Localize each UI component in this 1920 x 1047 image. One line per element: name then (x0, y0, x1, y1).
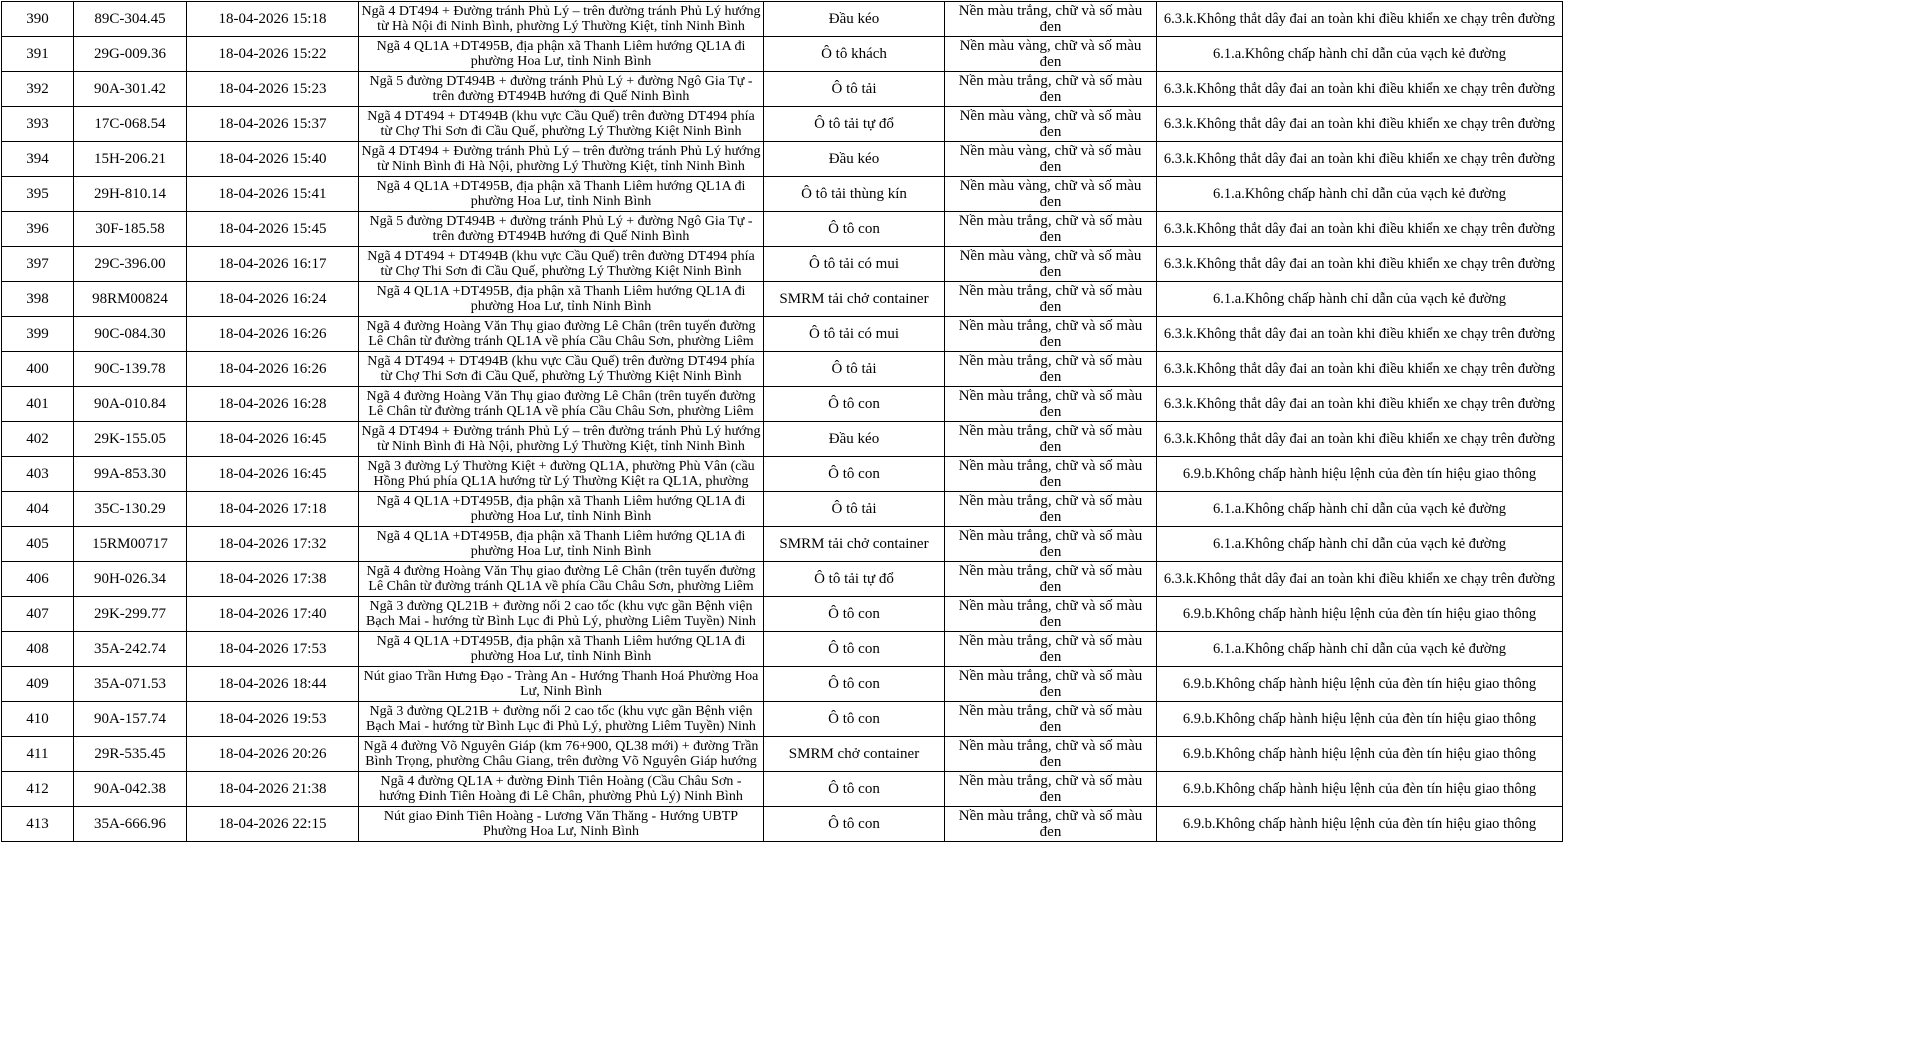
location-text: Ngã 4 QL1A +DT495B, địa phận xã Thanh Liêm hướng QL1A đi phường Hoa Lư, tỉnh Ninh Bình (376, 528, 746, 559)
row-number-cell: 404 (2, 492, 74, 527)
violation-description-cell: 6.3.k.Không thắt dây đai an toàn khi điều khiển xe chạy trên đường (1157, 142, 1563, 177)
row-number-cell: 391 (2, 37, 74, 72)
table-row (2, 317, 1563, 352)
violation-location-cell (359, 597, 764, 632)
table-row (2, 422, 1563, 457)
violation-time-cell: 18-04-2026 20:26 (187, 737, 359, 772)
plate-color-cell: Nền màu trắng, chữ và số màu đen (945, 387, 1157, 422)
violation-time-cell: 18-04-2026 18:44 (187, 667, 359, 702)
violation-location-cell (359, 527, 764, 562)
violation-description-cell: 6.3.k.Không thắt dây đai an toàn khi điều khiển xe chạy trên đường (1157, 72, 1563, 107)
row-number-cell: 394 (2, 142, 74, 177)
vehicle-type-cell: Ô tô tải (764, 72, 945, 107)
violation-time-cell: 18-04-2026 16:26 (187, 352, 359, 387)
violation-time-cell: 18-04-2026 15:23 (187, 72, 359, 107)
table-row (2, 37, 1563, 72)
violation-time-cell: 18-04-2026 16:17 (187, 247, 359, 282)
row-number-cell: 412 (2, 772, 74, 807)
violation-location-cell (359, 352, 764, 387)
vehicle-type-cell: Ô tô tải thùng kín (764, 177, 945, 212)
vehicle-type-cell: Ô tô tải (764, 352, 945, 387)
vehicle-type-cell: Ô tô con (764, 702, 945, 737)
plate-color-cell: Nền màu trắng, chữ và số màu đen (945, 597, 1157, 632)
violation-description-cell: 6.9.b.Không chấp hành hiệu lệnh của đèn tín hiệu giao thông (1157, 702, 1563, 737)
violation-location-cell (359, 2, 764, 37)
vehicle-type-cell: SMRM tải chở container (764, 527, 945, 562)
license-plate-cell: 29G-009.36 (74, 37, 187, 72)
violation-time-cell: 18-04-2026 17:18 (187, 492, 359, 527)
violation-location-cell (359, 107, 764, 142)
location-text: Ngã 4 đường Hoàng Văn Thụ giao đường Lê Chân (trên tuyến đường Lê Chân từ đường tránh QL1A về phía Cầu Châu Sơn, phường Liêm (366, 318, 756, 349)
plate-color-cell: Nền màu trắng, chữ và số màu đen (945, 317, 1157, 352)
violation-description-cell: 6.3.k.Không thắt dây đai an toàn khi điều khiển xe chạy trên đường (1157, 2, 1563, 37)
violation-location-cell (359, 422, 764, 457)
violation-location-cell (359, 492, 764, 527)
row-number-cell: 409 (2, 667, 74, 702)
violation-location-cell (359, 667, 764, 702)
violation-time-cell: 18-04-2026 17:53 (187, 632, 359, 667)
violation-location-cell (359, 457, 764, 492)
location-text: Ngã 4 DT494 + DT494B (khu vực Cầu Quế) trên đường DT494 phía từ Chợ Thi Sơn đi Cầu Quế, phường Lý Thường Kiệt Ninh Bình (367, 108, 755, 139)
violation-description-cell: 6.3.k.Không thắt dây đai an toàn khi điều khiển xe chạy trên đường (1157, 317, 1563, 352)
plate-color-cell: Nền màu trắng, chữ và số màu đen (945, 422, 1157, 457)
violation-description-cell: 6.1.a.Không chấp hành chỉ dẫn của vạch kẻ đường (1157, 37, 1563, 72)
location-text: Ngã 4 QL1A +DT495B, địa phận xã Thanh Liêm hướng QL1A đi phường Hoa Lư, tỉnh Ninh Bình (376, 178, 746, 209)
row-number-cell: 392 (2, 72, 74, 107)
license-plate-cell: 90C-084.30 (74, 317, 187, 352)
vehicle-type-cell: Ô tô con (764, 807, 945, 842)
vehicle-type-cell: Ô tô tải tự đổ (764, 562, 945, 597)
plate-color-cell: Nền màu trắng, chữ và số màu đen (945, 282, 1157, 317)
license-plate-cell: 35A-666.96 (74, 807, 187, 842)
location-text: Ngã 5 đường DT494B + đường tránh Phủ Lý + đường Ngô Gia Tự - trên đường ĐT494B hướng đi Quế Ninh Bình (369, 213, 753, 244)
violation-time-cell: 18-04-2026 22:15 (187, 807, 359, 842)
vehicle-type-cell: Ô tô con (764, 457, 945, 492)
license-plate-cell: 29H-810.14 (74, 177, 187, 212)
violation-description-cell: 6.3.k.Không thắt dây đai an toàn khi điều khiển xe chạy trên đường (1157, 562, 1563, 597)
row-number-cell: 399 (2, 317, 74, 352)
violation-time-cell: 18-04-2026 21:38 (187, 772, 359, 807)
table-row (2, 492, 1563, 527)
table-row (2, 457, 1563, 492)
violation-time-cell: 18-04-2026 15:41 (187, 177, 359, 212)
plate-color-cell: Nền màu trắng, chữ và số màu đen (945, 632, 1157, 667)
license-plate-cell: 17C-068.54 (74, 107, 187, 142)
violation-description-cell: 6.3.k.Không thắt dây đai an toàn khi điều khiển xe chạy trên đường (1157, 387, 1563, 422)
row-number-cell: 407 (2, 597, 74, 632)
vehicle-type-cell: Ô tô khách (764, 37, 945, 72)
vehicle-type-cell: Ô tô con (764, 772, 945, 807)
plate-color-cell: Nền màu vàng, chữ và số màu đen (945, 247, 1157, 282)
violation-location-cell (359, 317, 764, 352)
violation-time-cell: 18-04-2026 17:32 (187, 527, 359, 562)
vehicle-type-cell: Ô tô tải (764, 492, 945, 527)
license-plate-cell: 90A-157.74 (74, 702, 187, 737)
plate-color-cell: Nền màu trắng, chữ và số màu đen (945, 527, 1157, 562)
license-plate-cell: 99A-853.30 (74, 457, 187, 492)
license-plate-cell: 29K-155.05 (74, 422, 187, 457)
plate-color-cell: Nền màu trắng, chữ và số màu đen (945, 772, 1157, 807)
violation-description-cell: 6.1.a.Không chấp hành chỉ dẫn của vạch kẻ đường (1157, 282, 1563, 317)
plate-color-cell: Nền màu vàng, chữ và số màu đen (945, 142, 1157, 177)
license-plate-cell: 35A-242.74 (74, 632, 187, 667)
table-row (2, 597, 1563, 632)
violation-location-cell (359, 72, 764, 107)
violation-location-cell (359, 177, 764, 212)
location-text: Ngã 4 DT494 + DT494B (khu vực Cầu Quế) trên đường DT494 phía từ Chợ Thi Sơn đi Cầu Quế, phường Lý Thường Kiệt Ninh Bình (367, 248, 755, 279)
violations-table (1, 1, 1563, 842)
violation-time-cell: 18-04-2026 19:53 (187, 702, 359, 737)
plate-color-cell: Nền màu trắng, chữ và số màu đen (945, 2, 1157, 37)
violation-description-cell: 6.1.a.Không chấp hành chỉ dẫn của vạch kẻ đường (1157, 527, 1563, 562)
violation-location-cell (359, 562, 764, 597)
license-plate-cell: 35C-130.29 (74, 492, 187, 527)
location-text: Ngã 5 đường DT494B + đường tránh Phủ Lý + đường Ngô Gia Tự - trên đường ĐT494B hướng đi Quế Ninh Bình (369, 73, 753, 104)
license-plate-cell: 90H-026.34 (74, 562, 187, 597)
row-number-cell: 395 (2, 177, 74, 212)
vehicle-type-cell: Ô tô con (764, 667, 945, 702)
violation-time-cell: 18-04-2026 15:40 (187, 142, 359, 177)
location-text: Ngã 3 đường QL21B + đường nối 2 cao tốc (khu vực gần Bệnh viện Bạch Mai - hướng từ Bình Lục đi Phủ Lý, phường Liêm Tuyền) Ninh (366, 598, 756, 629)
vehicle-type-cell: SMRM chở container (764, 737, 945, 772)
vehicle-type-cell: Đầu kéo (764, 2, 945, 37)
plate-color-cell: Nền màu vàng, chữ và số màu đen (945, 177, 1157, 212)
violation-description-cell: 6.3.k.Không thắt dây đai an toàn khi điều khiển xe chạy trên đường (1157, 352, 1563, 387)
table-row (2, 562, 1563, 597)
location-text: Ngã 4 đường Võ Nguyên Giáp (km 76+900, QL38 mới) + đường Trần Bình Trọng, phường Châu Giang, trên đường Võ Nguyên Giáp hướng (363, 738, 759, 769)
row-number-cell: 400 (2, 352, 74, 387)
plate-color-cell: Nền màu trắng, chữ và số màu đen (945, 212, 1157, 247)
row-number-cell: 401 (2, 387, 74, 422)
page-margin (1565, 0, 1920, 1047)
violation-location-cell (359, 37, 764, 72)
vehicle-type-cell: Ô tô tải tự đổ (764, 107, 945, 142)
violation-description-cell: 6.1.a.Không chấp hành chỉ dẫn của vạch kẻ đường (1157, 177, 1563, 212)
location-text: Ngã 4 QL1A +DT495B, địa phận xã Thanh Liêm hướng QL1A đi phường Hoa Lư, tỉnh Ninh Bình (376, 493, 746, 524)
row-number-cell: 398 (2, 282, 74, 317)
location-text: Ngã 4 QL1A +DT495B, địa phận xã Thanh Liêm hướng QL1A đi phường Hoa Lư, tỉnh Ninh Bình (376, 38, 746, 69)
license-plate-cell: 35A-071.53 (74, 667, 187, 702)
row-number-cell: 402 (2, 422, 74, 457)
table-row (2, 2, 1563, 37)
violation-description-cell: 6.3.k.Không thắt dây đai an toàn khi điều khiển xe chạy trên đường (1157, 247, 1563, 282)
plate-color-cell: Nền màu trắng, chữ và số màu đen (945, 562, 1157, 597)
table-row (2, 72, 1563, 107)
violation-time-cell: 18-04-2026 16:26 (187, 317, 359, 352)
location-text: Nút giao Đinh Tiên Hoàng - Lương Văn Thăng - Hướng UBTP Phường Hoa Lư, Ninh Bình (383, 808, 739, 839)
violation-description-cell: 6.9.b.Không chấp hành hiệu lệnh của đèn tín hiệu giao thông (1157, 667, 1563, 702)
violation-location-cell (359, 212, 764, 247)
license-plate-cell: 90A-010.84 (74, 387, 187, 422)
location-text: Ngã 4 DT494 + DT494B (khu vực Cầu Quế) trên đường DT494 phía từ Chợ Thi Sơn đi Cầu Quế, phường Lý Thường Kiệt Ninh Bình (367, 353, 755, 384)
violation-description-cell: 6.9.b.Không chấp hành hiệu lệnh của đèn tín hiệu giao thông (1157, 457, 1563, 492)
license-plate-cell: 29C-396.00 (74, 247, 187, 282)
location-text: Ngã 4 đường Hoàng Văn Thụ giao đường Lê Chân (trên tuyến đường Lê Chân từ đường tránh QL1A về phía Cầu Châu Sơn, phường Liêm (366, 388, 756, 419)
plate-color-cell: Nền màu trắng, chữ và số màu đen (945, 352, 1157, 387)
plate-color-cell: Nền màu trắng, chữ và số màu đen (945, 702, 1157, 737)
license-plate-cell: 15RM00717 (74, 527, 187, 562)
violation-time-cell: 18-04-2026 15:37 (187, 107, 359, 142)
location-text: Ngã 3 đường Lý Thường Kiệt + đường QL1A, phường Phù Vân (cầu Hồng Phú phía QL1A hướng từ Lý Thường Kiệt ra QL1A, phường (367, 458, 755, 489)
plate-color-cell: Nền màu trắng, chữ và số màu đen (945, 492, 1157, 527)
vehicle-type-cell: Ô tô tải có mui (764, 247, 945, 282)
location-text: Ngã 4 QL1A +DT495B, địa phận xã Thanh Liêm hướng QL1A đi phường Hoa Lư, tỉnh Ninh Bình (376, 633, 746, 664)
plate-color-cell: Nền màu trắng, chữ và số màu đen (945, 667, 1157, 702)
table-row (2, 807, 1563, 842)
violation-location-cell (359, 807, 764, 842)
location-text: Nút giao Trần Hưng Đạo - Tràng An - Hướng Thanh Hoá Phường Hoa Lư, Ninh Bình (363, 668, 759, 699)
violation-time-cell: 18-04-2026 16:45 (187, 457, 359, 492)
plate-color-cell: Nền màu vàng, chữ và số màu đen (945, 107, 1157, 142)
vehicle-type-cell: Đầu kéo (764, 422, 945, 457)
violation-time-cell: 18-04-2026 16:28 (187, 387, 359, 422)
violation-time-cell: 18-04-2026 16:24 (187, 282, 359, 317)
vehicle-type-cell: Ô tô tải có mui (764, 317, 945, 352)
location-text: Ngã 4 QL1A +DT495B, địa phận xã Thanh Liêm hướng QL1A đi phường Hoa Lư, tỉnh Ninh Bình (376, 283, 746, 314)
table-body (2, 2, 1563, 842)
row-number-cell: 393 (2, 107, 74, 142)
table-row (2, 177, 1563, 212)
violation-time-cell: 18-04-2026 15:22 (187, 37, 359, 72)
location-text: Ngã 4 DT494 + Đường tránh Phủ Lý – trên đường tránh Phủ Lý hướng từ Ninh Bình đi Hà Nội, phường Lý Thường Kiệt, tỉnh Ninh Bình (361, 423, 761, 454)
violation-location-cell (359, 702, 764, 737)
license-plate-cell: 90C-139.78 (74, 352, 187, 387)
violation-description-cell: 6.9.b.Không chấp hành hiệu lệnh của đèn tín hiệu giao thông (1157, 807, 1563, 842)
table-row (2, 737, 1563, 772)
license-plate-cell: 89C-304.45 (74, 2, 187, 37)
location-text: Ngã 4 đường QL1A + đường Đinh Tiên Hoàng (Cầu Châu Sơn - hướng Đinh Tiên Hoàng đi Lê Chân, phường Phủ Lý) Ninh Bình (379, 773, 743, 804)
row-number-cell: 413 (2, 807, 74, 842)
table-row (2, 772, 1563, 807)
table-row (2, 667, 1563, 702)
violation-location-cell (359, 247, 764, 282)
plate-color-cell: Nền màu trắng, chữ và số màu đen (945, 737, 1157, 772)
table-row (2, 142, 1563, 177)
license-plate-cell: 90A-042.38 (74, 772, 187, 807)
license-plate-cell: 15H-206.21 (74, 142, 187, 177)
table-row (2, 107, 1563, 142)
location-text: Ngã 4 DT494 + Đường tránh Phủ Lý – trên đường tránh Phủ Lý hướng từ Ninh Bình đi Hà Nội, phường Lý Thường Kiệt, tỉnh Ninh Bình (361, 143, 761, 174)
table-row (2, 632, 1563, 667)
violation-location-cell (359, 632, 764, 667)
vehicle-type-cell: SMRM tải chở container (764, 282, 945, 317)
row-number-cell: 396 (2, 212, 74, 247)
violation-description-cell: 6.9.b.Không chấp hành hiệu lệnh của đèn tín hiệu giao thông (1157, 597, 1563, 632)
plate-color-cell: Nền màu trắng, chữ và số màu đen (945, 72, 1157, 107)
license-plate-cell: 90A-301.42 (74, 72, 187, 107)
location-text: Ngã 3 đường QL21B + đường nối 2 cao tốc (khu vực gần Bệnh viện Bạch Mai - hướng từ Bình Lục đi Phủ Lý, phường Liêm Tuyền) Ninh (366, 703, 756, 734)
table-row (2, 212, 1563, 247)
row-number-cell: 397 (2, 247, 74, 282)
table-row (2, 527, 1563, 562)
violation-description-cell: 6.3.k.Không thắt dây đai an toàn khi điều khiển xe chạy trên đường (1157, 212, 1563, 247)
violation-location-cell (359, 387, 764, 422)
violation-location-cell (359, 737, 764, 772)
row-number-cell: 411 (2, 737, 74, 772)
row-number-cell: 405 (2, 527, 74, 562)
vehicle-type-cell: Ô tô con (764, 387, 945, 422)
violation-description-cell: 6.1.a.Không chấp hành chỉ dẫn của vạch kẻ đường (1157, 632, 1563, 667)
plate-color-cell: Nền màu vàng, chữ và số màu đen (945, 37, 1157, 72)
violation-time-cell: 18-04-2026 15:18 (187, 2, 359, 37)
location-text: Ngã 4 DT494 + Đường tránh Phủ Lý – trên đường tránh Phủ Lý hướng từ Hà Nội đi Ninh Bình, phường Lý Thường Kiệt, tỉnh Ninh Bình (361, 3, 761, 34)
violation-time-cell: 18-04-2026 17:40 (187, 597, 359, 632)
table-row (2, 387, 1563, 422)
location-text: Ngã 4 đường Hoàng Văn Thụ giao đường Lê Chân (trên tuyến đường Lê Chân từ đường tránh QL1A về phía Cầu Châu Sơn, phường Liêm (366, 563, 756, 594)
license-plate-cell: 98RM00824 (74, 282, 187, 317)
violation-location-cell (359, 772, 764, 807)
license-plate-cell: 29K-299.77 (74, 597, 187, 632)
violation-description-cell: 6.1.a.Không chấp hành chỉ dẫn của vạch kẻ đường (1157, 492, 1563, 527)
vehicle-type-cell: Ô tô con (764, 632, 945, 667)
vehicle-type-cell: Ô tô con (764, 212, 945, 247)
row-number-cell: 410 (2, 702, 74, 737)
violation-time-cell: 18-04-2026 16:45 (187, 422, 359, 457)
table-row (2, 702, 1563, 737)
plate-color-cell: Nền màu trắng, chữ và số màu đen (945, 807, 1157, 842)
violation-location-cell (359, 142, 764, 177)
license-plate-cell: 30F-185.58 (74, 212, 187, 247)
violation-location-cell (359, 282, 764, 317)
violation-time-cell: 18-04-2026 15:45 (187, 212, 359, 247)
violation-description-cell: 6.9.b.Không chấp hành hiệu lệnh của đèn tín hiệu giao thông (1157, 772, 1563, 807)
violation-description-cell: 6.3.k.Không thắt dây đai an toàn khi điều khiển xe chạy trên đường (1157, 107, 1563, 142)
violation-time-cell: 18-04-2026 17:38 (187, 562, 359, 597)
plate-color-cell: Nền màu trắng, chữ và số màu đen (945, 457, 1157, 492)
row-number-cell: 408 (2, 632, 74, 667)
table-row (2, 247, 1563, 282)
row-number-cell: 406 (2, 562, 74, 597)
license-plate-cell: 29R-535.45 (74, 737, 187, 772)
violation-description-cell: 6.9.b.Không chấp hành hiệu lệnh của đèn tín hiệu giao thông (1157, 737, 1563, 772)
vehicle-type-cell: Ô tô con (764, 597, 945, 632)
row-number-cell: 403 (2, 457, 74, 492)
violation-description-cell: 6.3.k.Không thắt dây đai an toàn khi điều khiển xe chạy trên đường (1157, 422, 1563, 457)
row-number-cell: 390 (2, 2, 74, 37)
table-row (2, 352, 1563, 387)
table-row (2, 282, 1563, 317)
vehicle-type-cell: Đầu kéo (764, 142, 945, 177)
